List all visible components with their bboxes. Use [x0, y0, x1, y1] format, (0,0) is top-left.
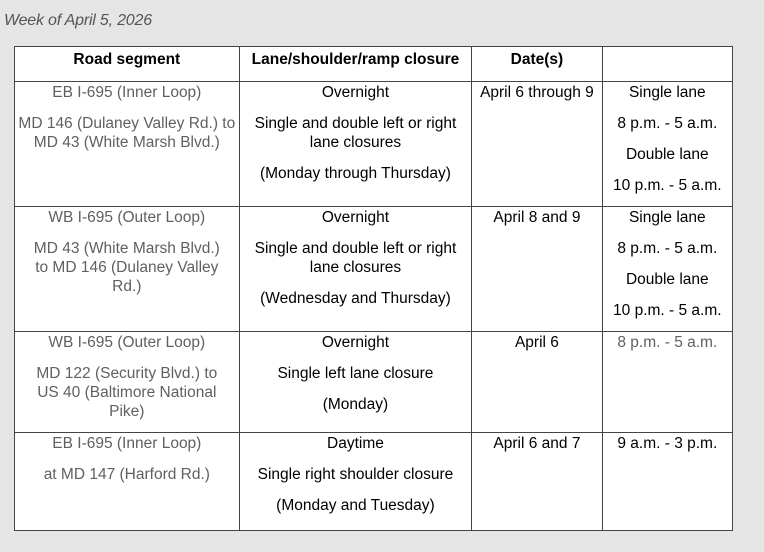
- time-hours: 10 p.m. - 5 a.m.: [613, 177, 722, 194]
- dates-cell: [472, 207, 602, 332]
- closure-days: (Wednesday and Thursday): [260, 290, 451, 307]
- closure-period: Overnight: [321, 84, 390, 101]
- road-segment-line: MD 43 (White Marsh Blvd.): [33, 134, 220, 151]
- road-direction: EB I-695 (Inner Loop): [52, 435, 202, 452]
- road-segment-cell: [15, 207, 240, 332]
- closure-period: Overnight: [321, 334, 390, 351]
- header-closure: Lane/shoulder/ramp closure: [239, 47, 472, 82]
- table-row: [15, 207, 733, 332]
- time-label: Double lane: [625, 146, 709, 163]
- dates-text: April 8 and 9: [493, 209, 581, 226]
- road-segment-line: MD 122 (Security Blvd.) to: [36, 365, 218, 382]
- header-time: [602, 47, 732, 82]
- table-row: [15, 82, 733, 207]
- dates-cell: [472, 433, 602, 531]
- time-cell: [602, 433, 732, 531]
- time-cell: [602, 207, 732, 332]
- closure-cell: [239, 433, 472, 531]
- road-segment-cell: [15, 82, 240, 207]
- header-road-segment: Road segment: [15, 47, 240, 82]
- week-heading: Week of April 5, 2026: [4, 12, 152, 29]
- header-dates: Date(s): [472, 47, 602, 82]
- dates-text: April 6 through 9: [480, 84, 594, 101]
- table-row: [15, 433, 733, 531]
- road-segment-cell: [15, 332, 240, 433]
- road-segment-line: MD 146 (Dulaney Valley Rd.) to: [18, 115, 236, 132]
- time-label: Double lane: [625, 271, 709, 288]
- road-direction: WB I-695 (Outer Loop): [48, 334, 206, 351]
- time-hours: 8 p.m. - 5 a.m.: [617, 240, 718, 257]
- time-hours: 10 p.m. - 5 a.m.: [613, 302, 722, 319]
- closure-days: (Monday through Thursday): [259, 165, 451, 182]
- table-row: [15, 332, 733, 433]
- dates-text: April 6 and 7: [493, 435, 581, 452]
- road-segment-line: Pike): [109, 403, 145, 420]
- dates-cell: [472, 82, 602, 207]
- closure-period: Daytime: [327, 435, 384, 452]
- time-cell: [602, 82, 732, 207]
- time-hours: 9 a.m. - 3 p.m.: [617, 435, 718, 452]
- time-label: Single lane: [628, 84, 706, 101]
- closure-cell: [239, 82, 472, 207]
- road-direction: WB I-695 (Outer Loop): [48, 209, 206, 226]
- road-direction: EB I-695 (Inner Loop): [52, 84, 202, 101]
- closure-type-line: Single right shoulder closure: [257, 466, 454, 483]
- dates-text: April 6: [514, 334, 559, 351]
- road-segment-line: US 40 (Baltimore National: [37, 384, 217, 401]
- time-cell: [602, 332, 732, 433]
- closure-cell: [239, 332, 472, 433]
- dates-cell: [472, 332, 602, 433]
- road-segment-line: to MD 146 (Dulaney Valley: [35, 259, 219, 276]
- road-segment-cell: [15, 433, 240, 531]
- closure-type-line: lane closures: [309, 259, 402, 276]
- table-header-row: [15, 47, 733, 82]
- time-hours: 8 p.m. - 5 a.m.: [617, 115, 718, 132]
- closure-cell: [239, 207, 472, 332]
- closure-days: (Monday): [322, 396, 389, 413]
- closure-period: Overnight: [321, 209, 390, 226]
- closure-type-line: Single and double left or right: [254, 115, 457, 132]
- closure-days: (Monday and Tuesday): [276, 497, 435, 514]
- lane-closure-table: [14, 46, 733, 531]
- road-segment-line: MD 43 (White Marsh Blvd.): [33, 240, 220, 257]
- time-hours: 8 p.m. - 5 a.m.: [617, 334, 718, 351]
- road-segment-line: Rd.): [112, 278, 142, 295]
- closure-type-line: lane closures: [309, 134, 402, 151]
- closure-type-line: Single and double left or right: [254, 240, 457, 257]
- closure-type-line: Single left lane closure: [277, 365, 434, 382]
- time-label: Single lane: [628, 209, 706, 226]
- road-segment-line: at MD 147 (Harford Rd.): [43, 466, 210, 483]
